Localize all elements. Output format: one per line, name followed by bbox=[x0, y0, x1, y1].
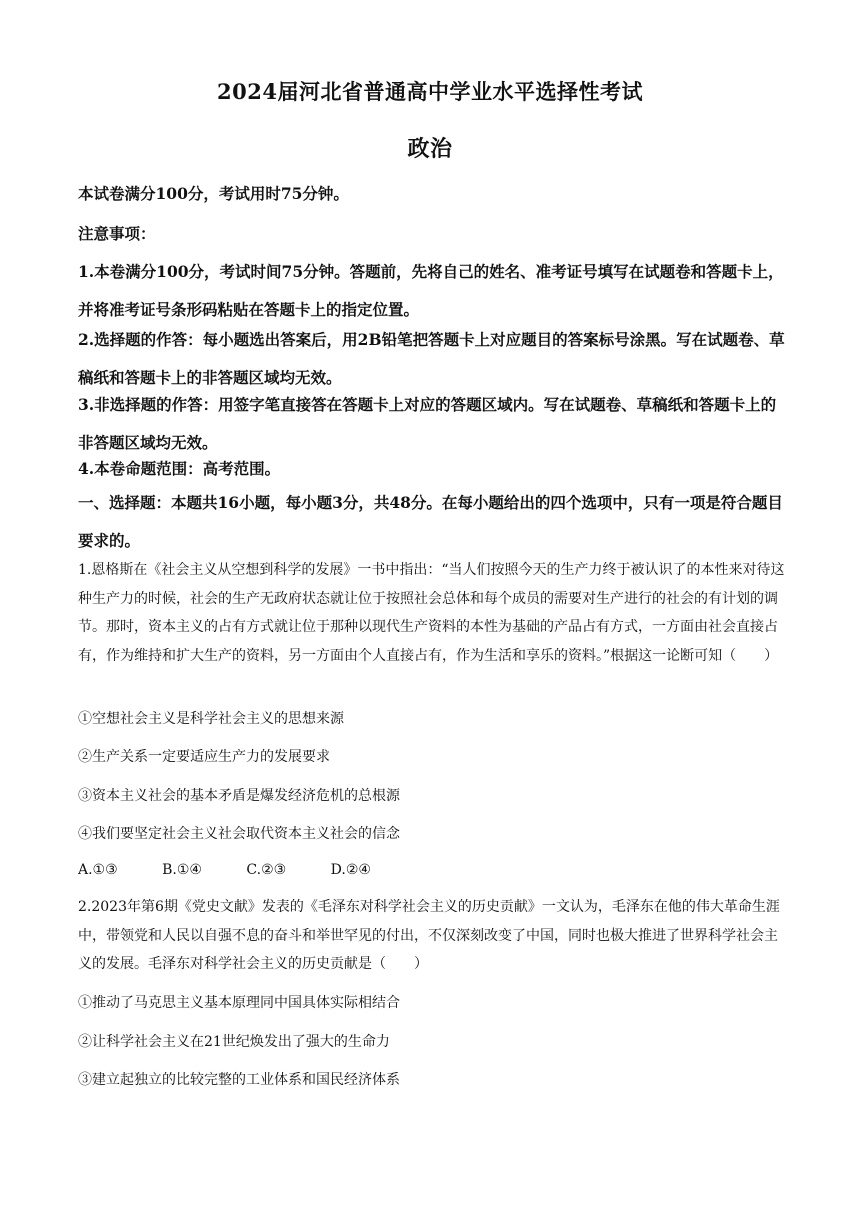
q1-item-1: ①空想社会主义是科学社会主义的思想来源 bbox=[78, 711, 344, 727]
note-1 bbox=[78, 253, 790, 329]
q1-item-3: ③资本主义社会的基本矛盾是爆发经济危机的总根源 bbox=[78, 788, 400, 804]
q2-item-3: ③建立起独立的比较完整的工业体系和国民经济体系 bbox=[78, 1072, 400, 1088]
subject-title: 政治 bbox=[407, 136, 453, 162]
note-3 bbox=[78, 386, 790, 462]
q2-item-2: ②让科学社会主义在21世纪焕发出了强大的生命力 bbox=[78, 1034, 390, 1050]
q1-item-2: ②生产关系一定要适应生产力的发展要求 bbox=[78, 749, 330, 765]
q1-options bbox=[78, 862, 411, 878]
section-heading-text: 一、选择题：本题共16小题，每小题3分，共48分。在每小题给出的四个选项中，只有一项是符合题目要求的。 bbox=[78, 493, 783, 550]
option-d: D.②④ bbox=[330, 862, 371, 878]
question-stem-text: 2.2023年第6期《党史文献》发表的《毛泽东对科学社会主义的历史贡献》一文认为，毛泽东在他的伟大革命生涯中，带领党和人民以自强不息的奋斗和举世罕见的付出，不仅深刻改变了中国，同时也极大推进了世界科学社会主义的发展。毛泽东对科学社会主义的历史贡献是（ ） bbox=[78, 899, 780, 972]
note-text: 2.选择题的作答：每小题选出答案后，用2B铅笔把答题卡上对应题目的答案标号涂黑。写在试题卷、草稿纸和答题卡上的非答题区域均无效。 bbox=[78, 330, 785, 387]
section-heading bbox=[78, 484, 790, 560]
option-a: A.①③ bbox=[78, 862, 118, 878]
q2-item-1: ①推动了马克思主义基本原理同中国具体实际相结合 bbox=[78, 995, 400, 1011]
option-b: B.①④ bbox=[162, 862, 202, 878]
note-text: 1.本卷满分100分，考试时间75分钟。答题前，先将自己的姓名、准考证号填写在试题卷和答题卡上，并将准考证号条形码粘贴在答题卡上的指定位置。 bbox=[78, 262, 784, 319]
q1-item-4: ④我们要坚定社会主义社会取代资本主义社会的信念 bbox=[78, 826, 400, 842]
score-line: 本试卷满分100分，考试用时75分钟。 bbox=[78, 184, 349, 203]
question-1-stem bbox=[78, 556, 790, 670]
question-2-stem bbox=[78, 893, 790, 979]
exam-title: 2024届河北省普通高中学业水平选择性考试 bbox=[217, 79, 643, 104]
option-c: C.②③ bbox=[246, 862, 287, 878]
notice-heading: 注意事项： bbox=[78, 224, 156, 243]
question-stem-text: 1.恩格斯在《社会主义从空想到科学的发展》一书中指出：“当人们按照今天的生产力终于被认识了的本性来对待这种生产力的时候，社会的生产无政府状态就让位于按照社会总体和每个成员的需要对生产进行的社会的有计划的调节。那时，资本主义的占有方式就让位于那种以现代生产资料的本性为基础的产品占有方式，一方面由社会直接占有，作为维持和扩大生产的资料，另一方面由个人直接占有，作为生活和享乐的资料。”根据这一论断可知（ ） bbox=[78, 562, 785, 664]
note-text: 3.非选择题的作答：用签字笔直接答在答题卡上对应的答题区域内。写在试题卷、草稿纸和答题卡上的非答题区域均无效。 bbox=[78, 395, 777, 452]
note-4: 4.本卷命题范围：高考范围。 bbox=[78, 459, 281, 478]
